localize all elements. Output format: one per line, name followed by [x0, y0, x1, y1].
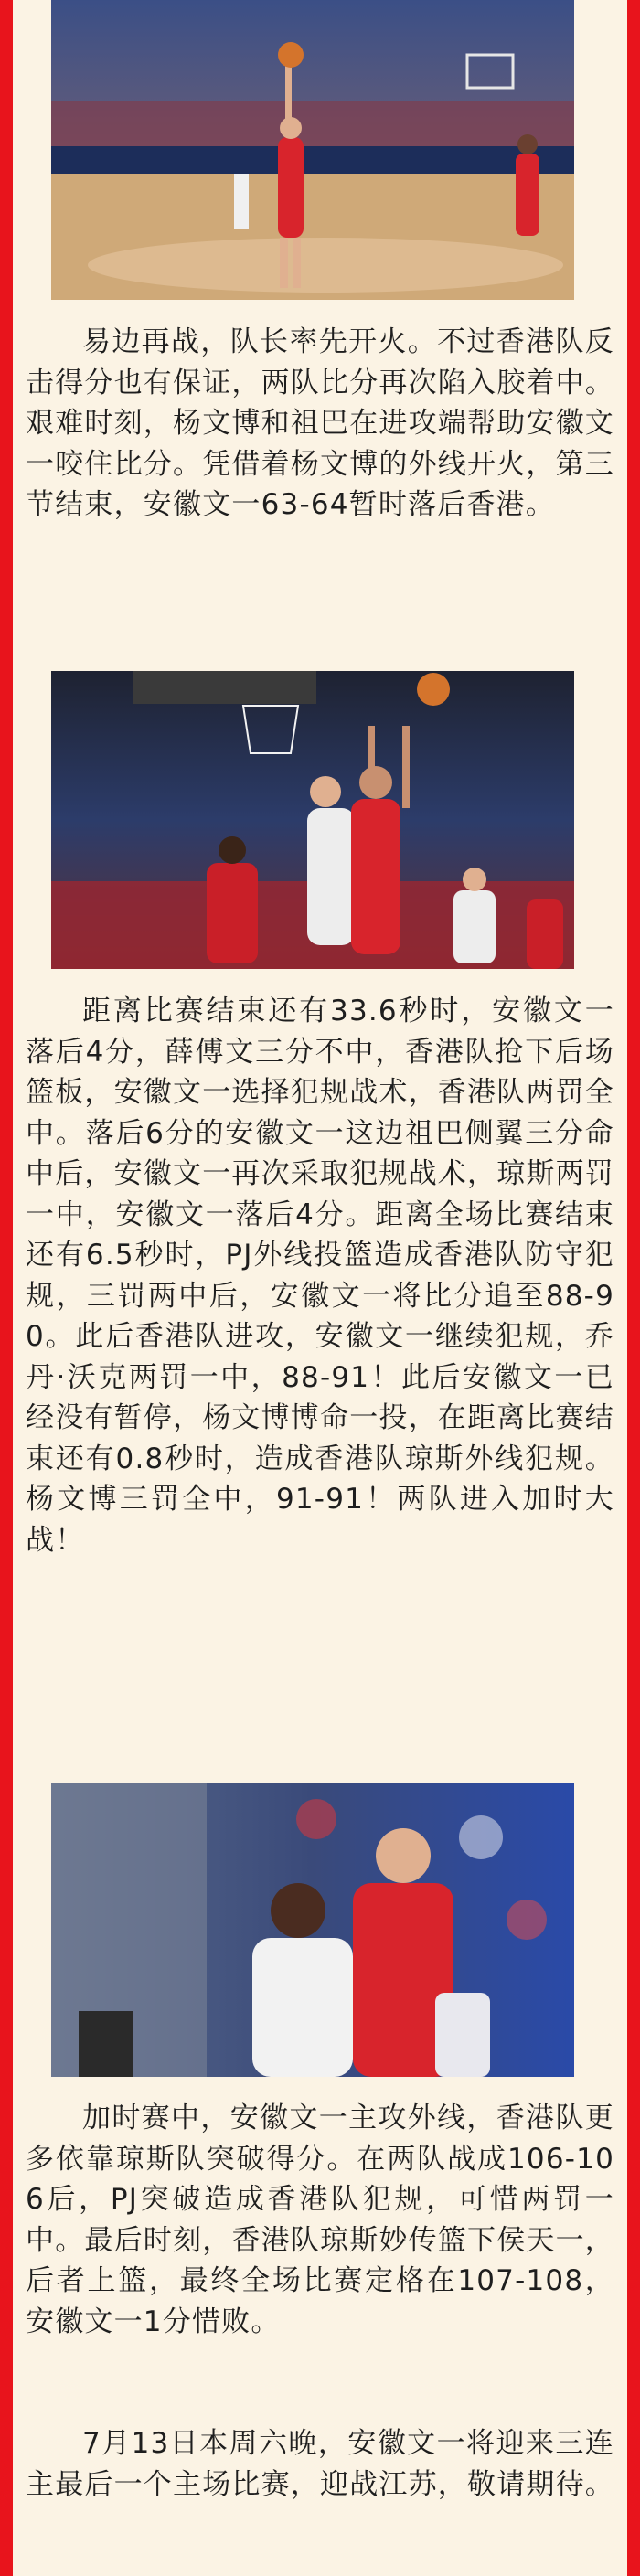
game-photo-3 — [51, 1783, 574, 2077]
article-paragraph-3: 加时赛中，安徽文一主攻外线，香港队更多依靠琼斯队突破得分。在两队战成106-106后，PJ突破造成香港队犯规，可惜两罚一中。最后时刻，香港队琼斯妙传篮下侯天一，后者上篮，最终全场比赛定格在107-108，安徽文一1分惜败。 — [26, 2102, 614, 2338]
article-paragraph-4: 7月13日本周六晚，安徽文一将迎来三连主最后一个主场比赛，迎战江苏，敬请期待。 — [26, 2427, 614, 2501]
game-photo-2 — [51, 671, 574, 969]
article-frame — [13, 0, 627, 2576]
article-paragraph-2: 距离比赛结束还有33.6秒时，安徽文一落后4分，薛傅文三分不中，香港队抢下后场篮板，安徽文一选择犯规战术，香港队两罚全中。落后6分的安徽文一这边祖巴侧翼三分命中后，安徽文一再次采取犯规战术，琼斯两罚一中，安徽文一落后4分。距离全场比赛结束还有6.5秒时，PJ外线投篮造成香港队防守犯规，三罚两中后，安徽文一将比分追至88-90。此后香港队进攻，安徽文一继续犯规，乔丹·沃克两罚一中，88-91！此后安徽文一已经没有暂停，杨文博博命一投，在距离比赛结束还有0.8秒时，造成香港队琼斯外线犯规。杨文博三罚全中，91-91！两队进入加时大战！ — [26, 995, 614, 1557]
article-paragraph-1: 易边再战，队长率先开火。不过香港队反击得分也有保证，两队比分再次陷入胶着中。艰难时刻，杨文博和祖巴在进攻端帮助安徽文一咬住比分。凭借着杨文博的外线开火，第三节结束，安徽文一63-64暂时落后香港。 — [26, 325, 614, 521]
game-photo-1 — [51, 0, 574, 300]
